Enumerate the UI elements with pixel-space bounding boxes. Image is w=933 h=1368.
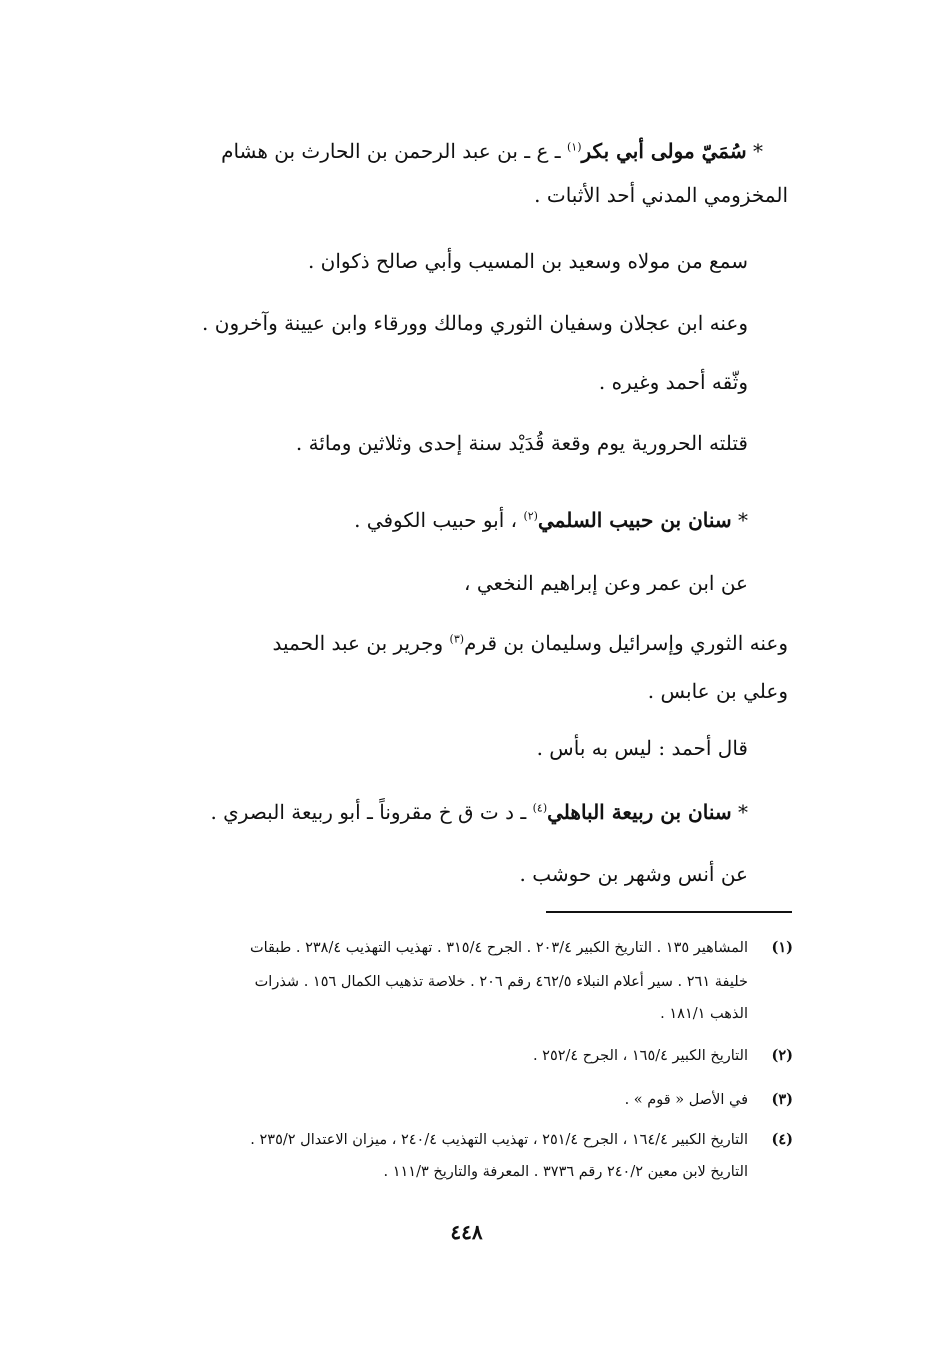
entry-2-heading-rest: ، أبو حبيب الكوفي . xyxy=(354,508,518,532)
footnote-2-line: التاريخ الكبير ١٦٥/٤ ، الجرح ٢٥٢/٤ . xyxy=(532,1048,748,1064)
entry-2-narrators-b: وجرير بن عبد الحميد xyxy=(272,631,444,655)
entry-1-heading-rest: ـ ع ـ بن عبد الرحمن بن الحارث بن هشام xyxy=(221,139,561,163)
footnote-4-number: (٤) xyxy=(771,1131,793,1148)
entry-2-quote: قال أحمد : ليس به بأس . xyxy=(536,736,748,760)
entry-marker: * xyxy=(738,800,748,824)
footnote-separator xyxy=(546,911,792,913)
footnote-ref-1: (١) xyxy=(566,140,582,154)
footnote-ref-3: (٣) xyxy=(449,632,465,646)
entry-2-line: عن ابن عمر وعن إبراهيم النخعي ، xyxy=(464,571,748,595)
entry-1-heading-line-2: المخزومي المدني أحد الأثبات . xyxy=(534,183,788,207)
entry-1-line: وعنه ابن عجلان وسفيان الثوري ومالك وورقاء وابن عيينة وآخرون . xyxy=(202,311,748,335)
footnote-1-line: المشاهير ١٣٥ . التاريخ الكبير ٢٠٣/٤ . الجرح ٣١٥/٤ . تهذيب التهذيب ٢٣٨/٤ . طبقات xyxy=(249,940,748,956)
entry-2-heading xyxy=(354,505,748,535)
entry-1-line: وثّقه أحمد وغيره . xyxy=(598,370,748,394)
footnote-ref-2: (٢) xyxy=(523,509,538,523)
entry-marker: * xyxy=(738,508,748,532)
footnote-ref-4: (٤) xyxy=(532,801,548,815)
entry-3-name: سنان بن ربيعة الباهلي xyxy=(547,800,732,824)
footnote-4-line: التاريخ الكبير ١٦٤/٤ ، الجرح ٢٥١/٤ ، تهذيب التهذيب ٢٤٠/٤ ، ميزان الاعتدال ٢٣٥/٢ . xyxy=(250,1132,748,1148)
footnote-4-line: التاريخ لابن معين ٢٤٠/٢ رقم ٣٧٣٦ . المعرفة والتاريخ ١١١/٣ . xyxy=(383,1164,748,1180)
entry-3-line: عن أنس وشهر بن حوشب . xyxy=(519,862,748,886)
entry-2-name: سنان بن حبيب السلمي xyxy=(537,508,732,532)
entry-3-heading xyxy=(210,797,748,827)
footnote-1-line: خليفة ٢٦١ . سير أعلام النبلاء ٤٦٢/٥ رقم ٢٠٦ . خلاصة تذهيب الكمال ١٥٦ . شذرات xyxy=(254,974,748,990)
entry-2-narrators-a: وعنه الثوري وإسرائيل وسليمان بن قرم xyxy=(464,631,788,655)
footnote-1-number: (١) xyxy=(771,939,793,956)
footnote-2-number: (٢) xyxy=(771,1047,793,1064)
entry-marker: * xyxy=(753,139,763,163)
page-number: ٤٤٨ xyxy=(450,1220,483,1244)
entry-2-narrators-line-2: وعلي بن عابس . xyxy=(647,679,788,703)
entry-2-narrators-line xyxy=(273,628,789,658)
footnote-3-number: (٣) xyxy=(771,1091,793,1108)
entry-1-heading xyxy=(221,136,763,166)
entry-1-line: سمع من مولاه وسعيد بن المسيب وأبي صالح ذكوان . xyxy=(307,249,748,273)
footnote-1-line: الذهب ١٨١/١ . xyxy=(660,1006,748,1022)
entry-3-heading-rest: ـ د ت ق خ مقروناً ـ أبو ربيعة البصري . xyxy=(210,800,527,824)
footnote-3-line: في الأصل « قوم » . xyxy=(624,1092,748,1108)
entry-1-name: سُمَيّ مولى أبي بكر xyxy=(581,139,747,163)
entry-1-line: قتلته الحرورية يوم وقعة قُدَيْد سنة إحدى وثلاثين ومائة . xyxy=(295,431,748,455)
